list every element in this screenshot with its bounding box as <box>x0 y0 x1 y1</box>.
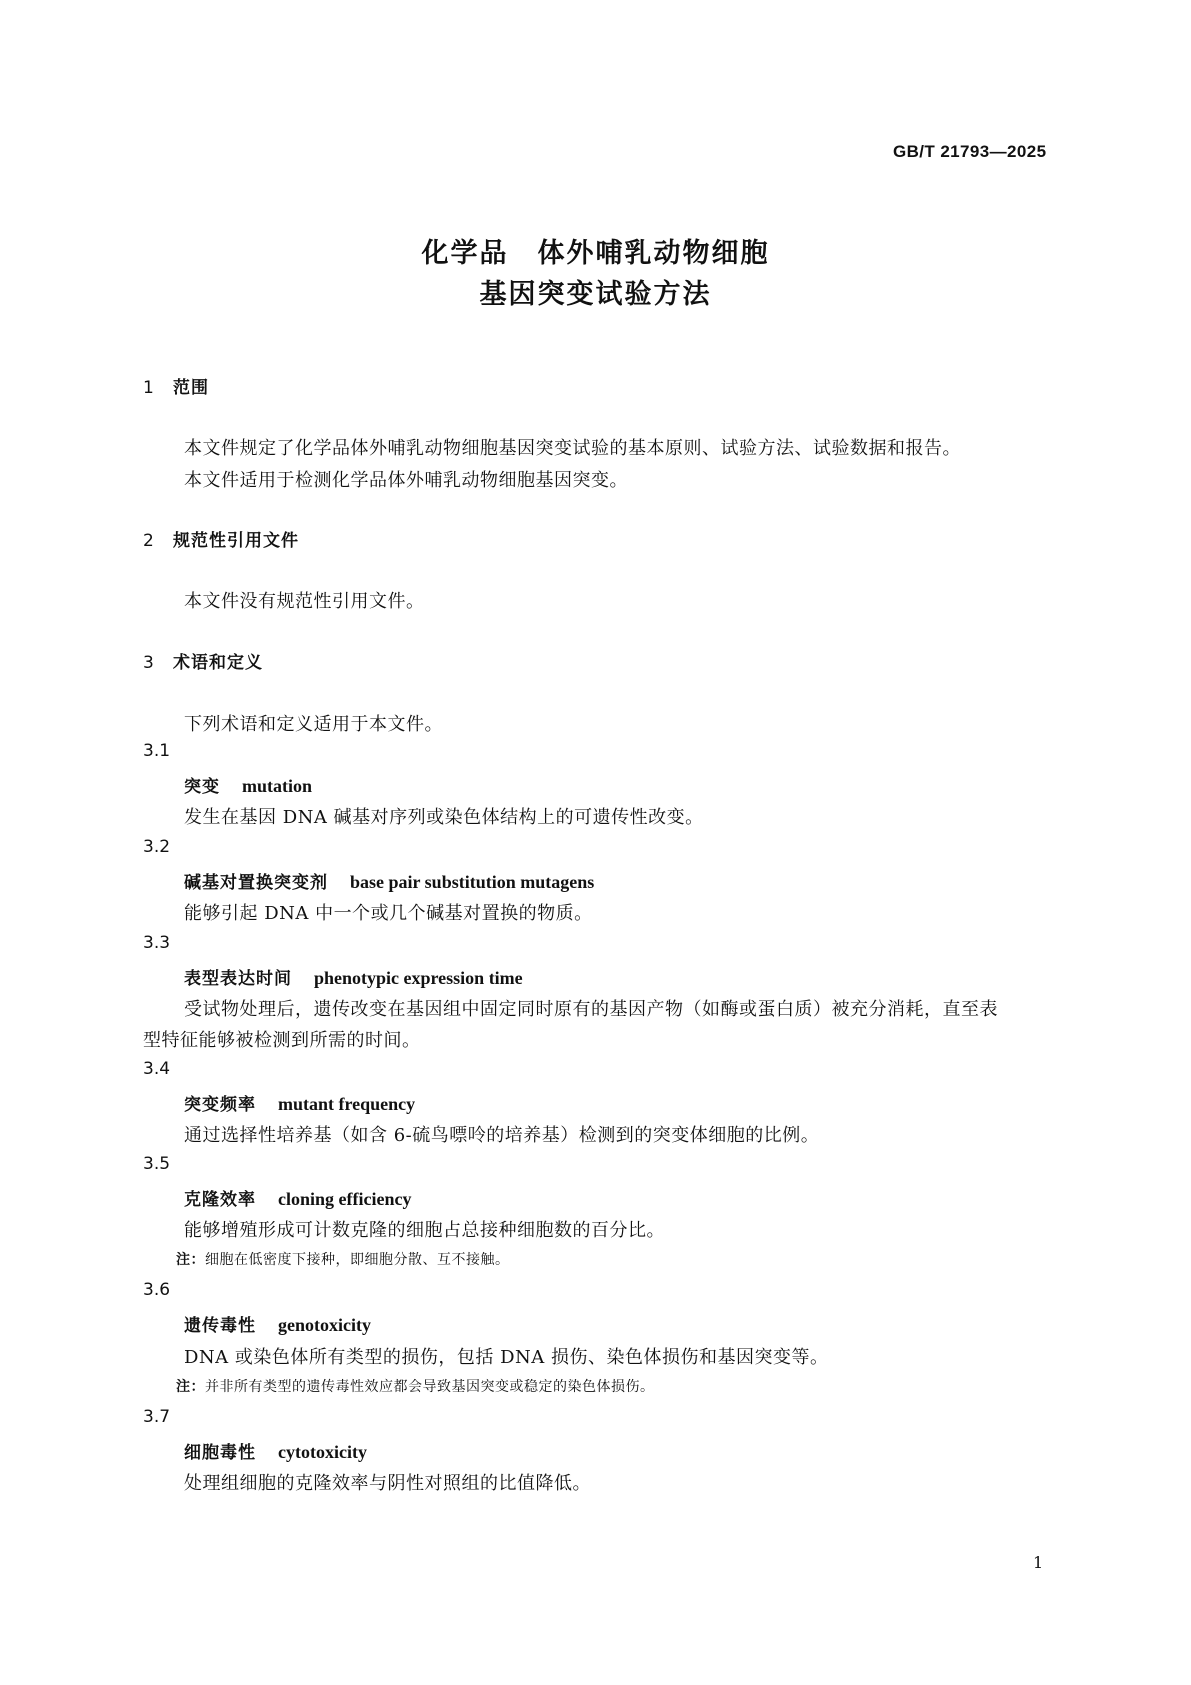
term-heading <box>184 1185 411 1210</box>
term-heading <box>184 1311 371 1336</box>
section-heading-scope <box>143 373 209 398</box>
term-definition: 通过选择性培养基（如含 6-硫鸟嘌呤的培养基）检测到的突变体细胞的比例。 <box>184 1125 820 1146</box>
term-en: base pair substitution mutagens <box>350 872 595 892</box>
document-title-line-1: 化学品 体外哺乳动物细胞 <box>421 238 770 269</box>
term-en: cloning efficiency <box>278 1189 412 1209</box>
term-number: 3.3 <box>143 933 171 953</box>
term-number: 3.4 <box>143 1059 171 1079</box>
paragraph: 下列术语和定义适用于本文件。 <box>184 714 443 735</box>
term-zh: 碱基对置换突变剂 <box>184 873 328 893</box>
term-zh: 遗传毒性 <box>184 1316 256 1336</box>
note-text: 细胞在低密度下接种，即细胞分散、互不接触。 <box>205 1252 510 1268</box>
document-number: GB/T 21793—2025 <box>893 142 1047 161</box>
term-heading <box>184 964 523 989</box>
term-definition: DNA 或染色体所有类型的损伤，包括 DNA 损伤、染色体损伤和基因突变等。 <box>184 1347 829 1368</box>
term-definition: 能够引起 DNA 中一个或几个碱基对置换的物质。 <box>184 903 593 924</box>
term-zh: 细胞毒性 <box>184 1443 256 1463</box>
document-title-line-2: 基因突变试验方法 <box>479 279 712 310</box>
section-title: 范围 <box>173 378 209 398</box>
term-definition: 发生在基因 DNA 碱基对序列或染色体结构上的可遗传性改变。 <box>184 807 704 828</box>
term-en: cytotoxicity <box>278 1442 367 1462</box>
term-en: genotoxicity <box>278 1315 371 1335</box>
term-definition-continued: 型特征能够被检测到所需的时间。 <box>143 1030 421 1051</box>
section-heading-terms <box>143 648 263 673</box>
term-definition: 能够增殖形成可计数克隆的细胞占总接种细胞数的百分比。 <box>184 1220 665 1241</box>
section-title: 术语和定义 <box>173 653 263 673</box>
section-heading-normative-references <box>143 526 299 551</box>
term-number: 3.5 <box>143 1154 171 1174</box>
term-heading <box>184 1090 415 1115</box>
section-title: 规范性引用文件 <box>173 531 299 551</box>
page-number: 1 <box>1033 1553 1044 1572</box>
term-zh: 突变 <box>184 777 220 797</box>
paragraph: 本文件适用于检测化学品体外哺乳动物细胞基因突变。 <box>184 470 628 491</box>
note-label: 注： <box>176 1379 205 1395</box>
section-number: 2 <box>143 531 155 551</box>
term-definition: 处理组细胞的克隆效率与阴性对照组的比值降低。 <box>184 1473 591 1494</box>
paragraph: 本文件没有规范性引用文件。 <box>184 591 425 612</box>
term-en: mutation <box>242 776 313 796</box>
term-definition: 受试物处理后，遗传改变在基因组中固定同时原有的基因产物（如酶或蛋白质）被充分消耗，直至表 <box>184 999 998 1020</box>
section-number: 3 <box>143 653 155 673</box>
term-zh: 克隆效率 <box>184 1190 256 1210</box>
term-en: mutant frequency <box>278 1094 416 1114</box>
term-note <box>176 1249 510 1269</box>
term-number: 3.7 <box>143 1407 171 1427</box>
term-note <box>176 1376 655 1396</box>
paragraph: 本文件规定了化学品体外哺乳动物细胞基因突变试验的基本原则、试验方法、试验数据和报告。 <box>184 438 961 459</box>
note-text: 并非所有类型的遗传毒性效应都会导致基因突变或稳定的染色体损伤。 <box>205 1379 655 1395</box>
term-number: 3.6 <box>143 1280 171 1300</box>
term-heading <box>184 1438 367 1463</box>
section-number: 1 <box>143 378 155 398</box>
term-number: 3.1 <box>143 741 171 761</box>
note-label: 注： <box>176 1252 205 1268</box>
term-zh: 突变频率 <box>184 1095 256 1115</box>
term-heading <box>184 772 312 797</box>
term-heading <box>184 868 594 893</box>
term-zh: 表型表达时间 <box>184 969 292 989</box>
term-en: phenotypic expression time <box>314 968 523 988</box>
term-number: 3.2 <box>143 837 171 857</box>
